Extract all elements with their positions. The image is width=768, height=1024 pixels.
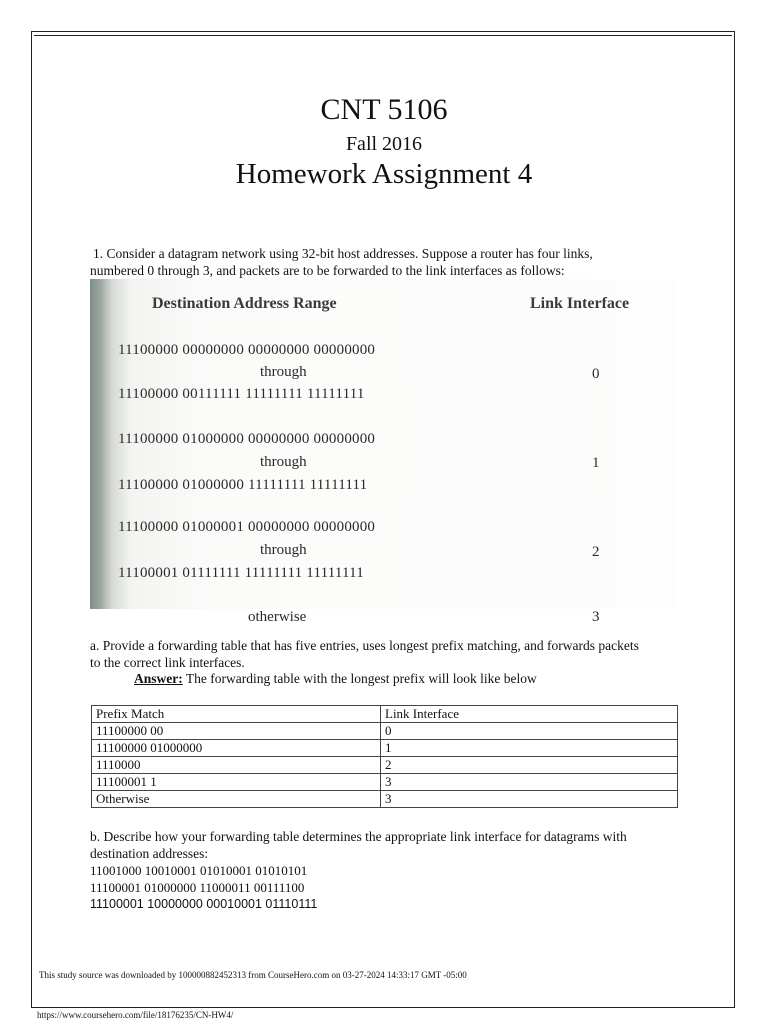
link-cell: 1 [381,740,678,757]
question-1-line-1: 1. Consider a datagram network using 32-bit host addresses. Suppose a router has four links, [93,246,593,261]
table-header-row [92,706,678,723]
top-rule [34,35,732,36]
source-url[interactable]: https://www.coursehero.com/file/18176235/CN-HW4/ [37,1010,234,1020]
part-b-line-1: b. Describe how your forwarding table determines the appropriate link interface for datagrams with [90,829,627,844]
address-range-scan [90,279,678,625]
prefix-cell: Otherwise [92,791,381,808]
range-0-end: 11100000 00111111 11111111 11111111 [118,386,365,402]
range-1-link: 1 [592,455,600,471]
prefix-cell: 1110000 [92,757,381,774]
range-1-start: 11100000 01000000 00000000 00000000 [118,431,376,447]
destination-addresses [90,862,317,913]
link-column-header: Link Interface [530,295,630,312]
part-b-line-2: destination addresses: [90,846,209,861]
destination-address: 11100001 10000000 00010001 01110111 [90,897,318,911]
table-row [92,774,678,791]
prefix-cell: 11100001 1 [92,774,381,791]
part-a [90,637,690,671]
range-1-through: through [260,454,307,470]
term-title: Fall 2016 [345,133,423,155]
range-0-link: 0 [592,366,600,382]
link-cell: 3 [381,774,678,791]
range-otherwise: otherwise [248,609,307,625]
download-notice: This study source was downloaded by 100000882452313 from CourseHero.com on 03-27-2024 14:33:17 GMT -05:00 [39,970,467,980]
link-cell: 2 [381,757,678,774]
range-column-header: Destination Address Range [152,295,337,312]
range-2-link: 2 [592,544,600,560]
range-1-end: 11100000 01000000 11111111 11111111 [118,477,368,493]
prefix-cell: 11100000 00 [92,723,381,740]
table-row [92,723,678,740]
link-cell: 0 [381,723,678,740]
question-1 [90,245,690,279]
header-link-interface: Link Interface [381,706,678,723]
part-a-line-2: to the correct link interfaces. [90,655,245,670]
table-row [92,740,678,757]
assignment-title: Homework Assignment 4 [235,158,533,190]
range-2-start: 11100000 01000001 00000000 00000000 [118,519,376,535]
header-prefix-match: Prefix Match [92,706,381,723]
part-b [90,828,690,862]
range-0-start: 11100000 00000000 00000000 00000000 [118,342,376,358]
answer-text: The forwarding table with the longest prefix will look like below [182,671,537,686]
range-2-end: 11100001 01111111 11111111 11111111 [118,565,365,581]
range-otherwise-link: 3 [592,609,600,625]
range-2-through: through [260,542,307,558]
link-cell: 3 [381,791,678,808]
answer-label: Answer: [134,671,183,686]
destination-address: 11001000 10010001 01010001 01010101 [90,863,308,878]
answer-line [134,671,537,687]
destination-address: 11100001 01000000 11000011 00111100 [90,880,305,895]
prefix-cell: 11100000 01000000 [92,740,381,757]
part-a-line-1: a. Provide a forwarding table that has five entries, uses longest prefix matching, and forwards packets [90,638,639,653]
range-0-through: through [260,364,307,380]
question-1-line-2: numbered 0 through 3, and packets are to be forwarded to the link interfaces as follows: [90,263,565,278]
forwarding-table [91,705,678,808]
table-row [92,791,678,808]
table-row [92,757,678,774]
course-title: CNT 5106 [320,93,448,126]
